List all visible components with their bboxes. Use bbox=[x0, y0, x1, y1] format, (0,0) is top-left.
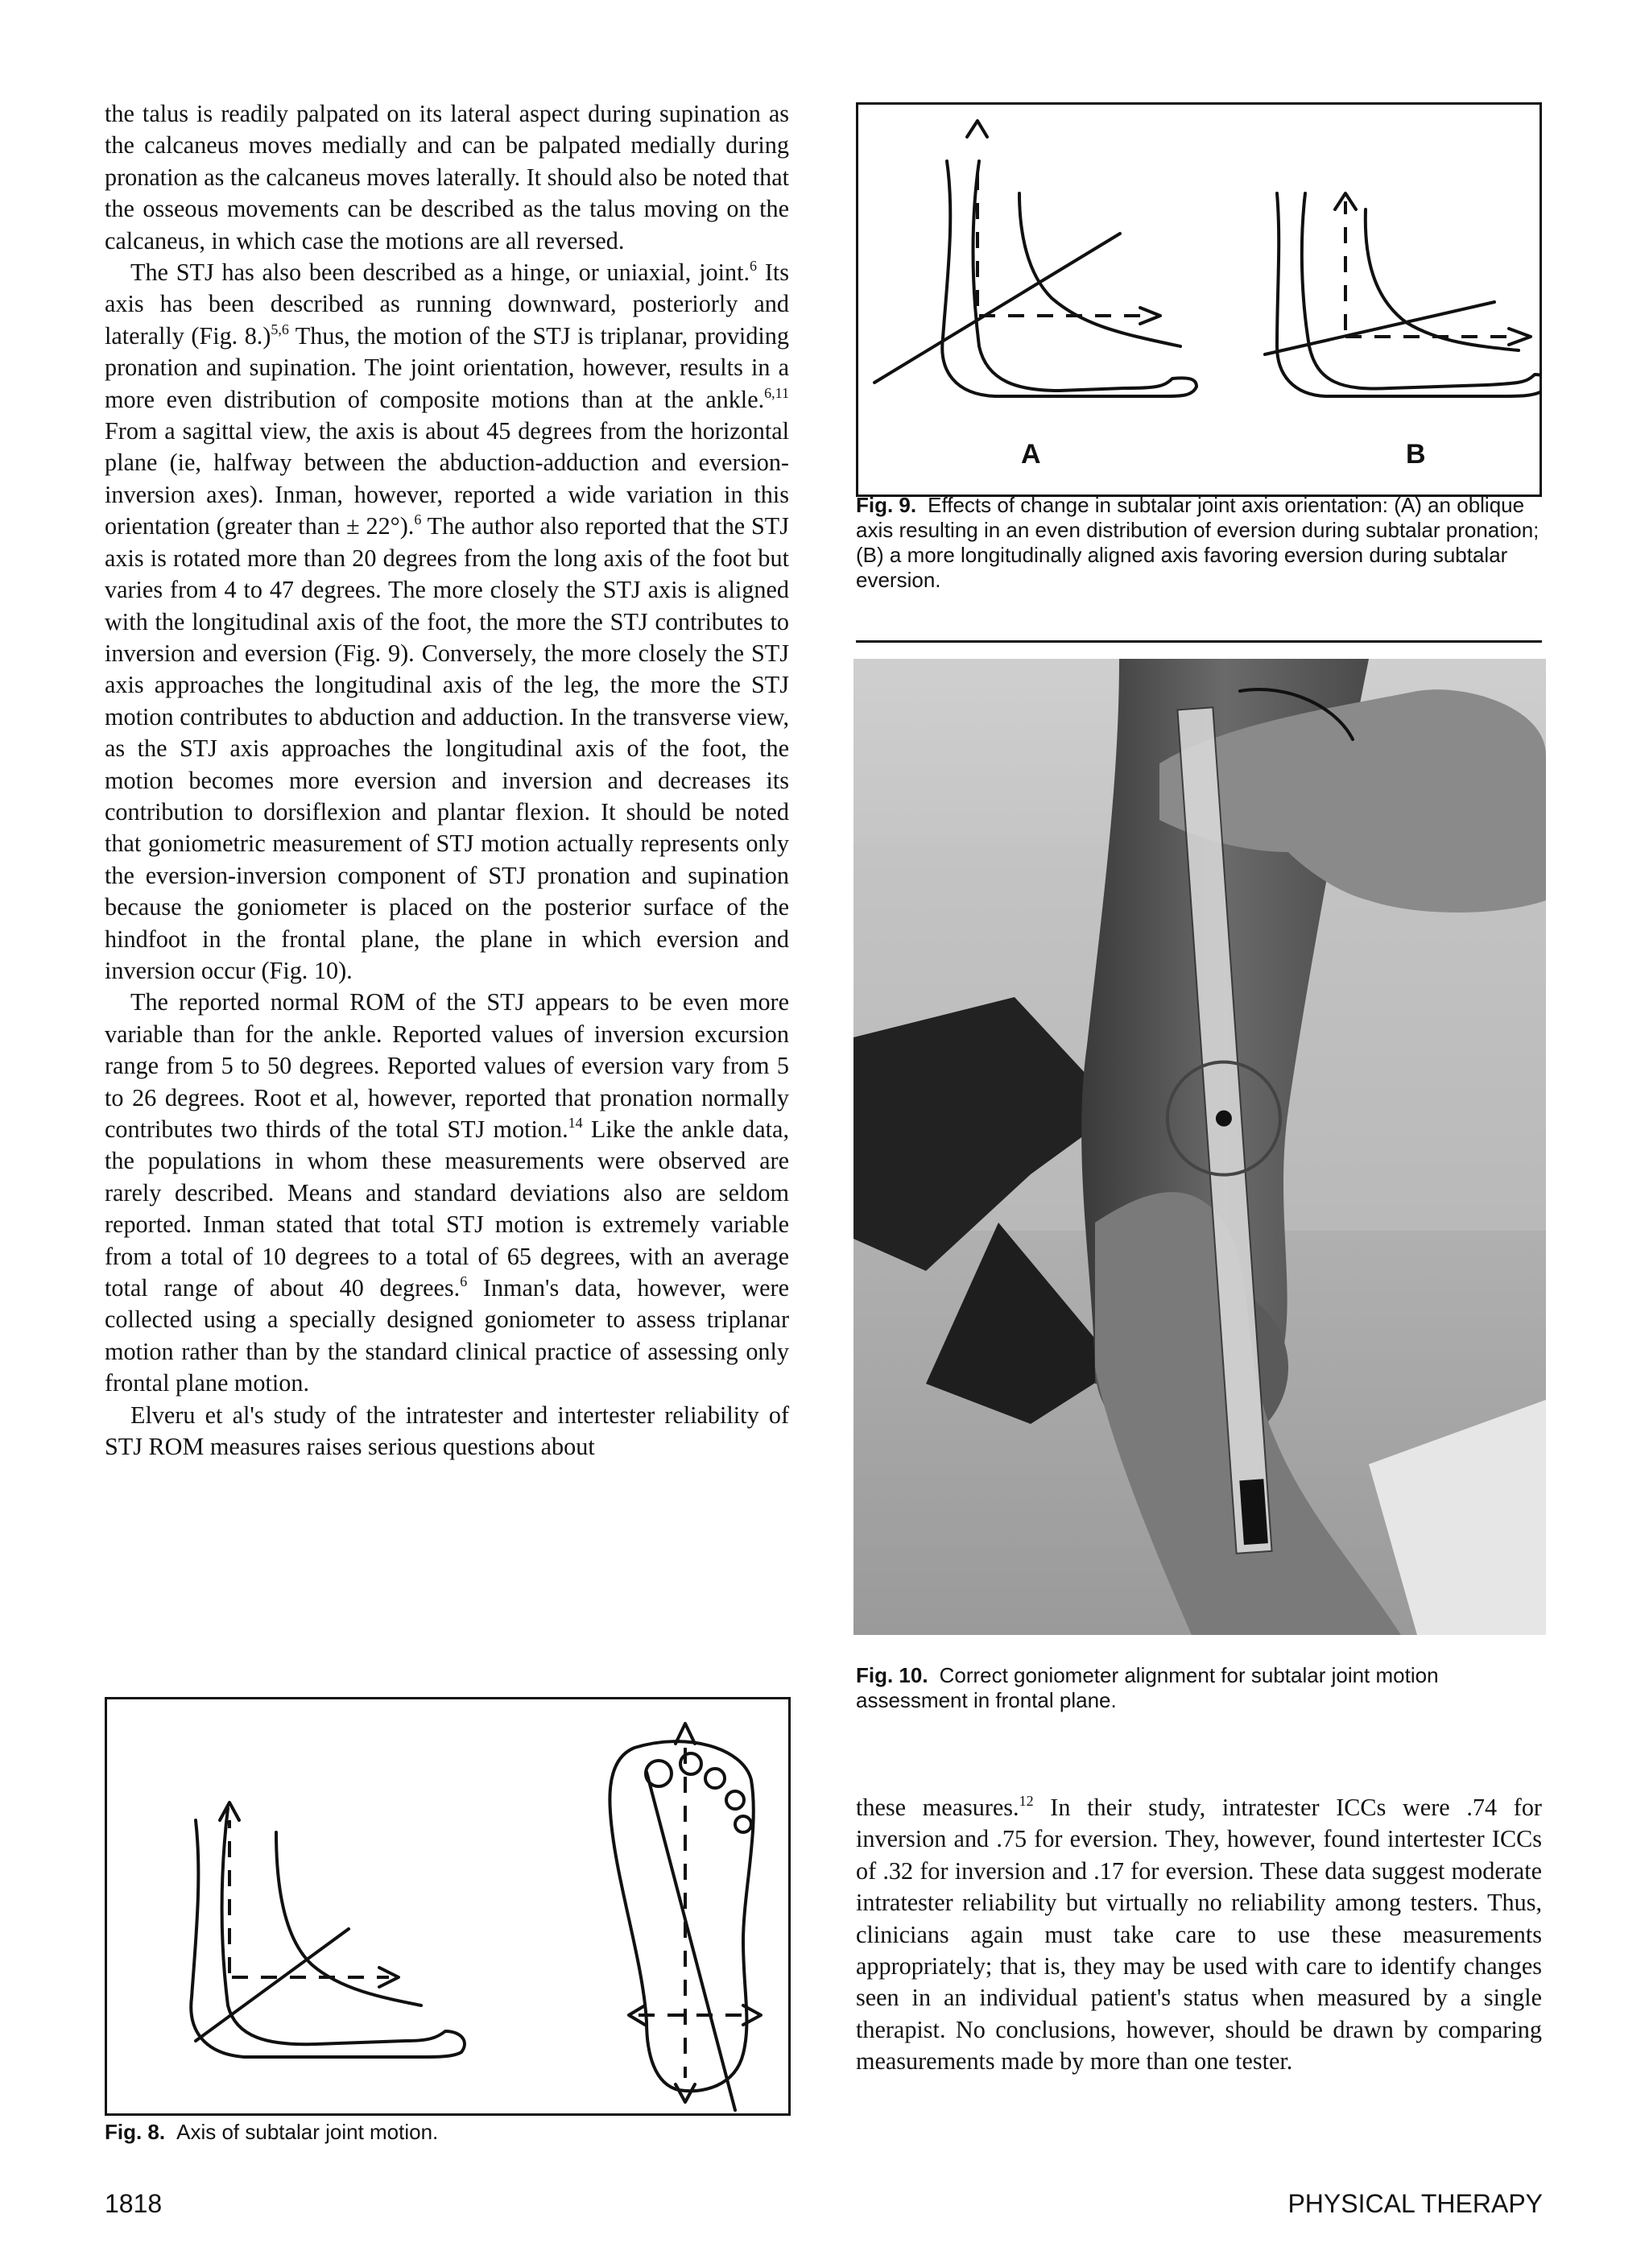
figure-9-caption bbox=[856, 493, 1542, 593]
right-column-text bbox=[856, 1792, 1542, 2078]
figure-8-panel bbox=[105, 1697, 791, 2116]
foot-b-drawing bbox=[1265, 193, 1539, 396]
left-column-paragraph: The STJ has also been described as a hinge, or uniaxial, joint.$^6$ Its axis has been described as running downward, posteriorly and laterally (Fig. 8.)$^{5,6}$ Thus, the motion of the STJ is triplanar, providing pronation and supination. The joint orientation, however, results in a more even distribution of composite motions than at the ankle.$^{6,11}$ From a sagittal view, the axis is about 45 degrees from the horizontal plane (ie, halfway between the abduction-adduction and eversion-inversion axes). Inman, however, reported a wide variation in this orientation (greater than ± 22°).$^6$ The author also reported that the STJ axis is rotated more than 20 degrees from the long axis of the foot but varies from 4 to 47 degrees. The more closely the STJ axis is aligned with the longitudinal axis of the foot, the more the STJ contributes to inversion and eversion (Fig. 9). Conversely, the more closely the STJ axis approaches the longitudinal axis of the leg, the more the STJ motion contributes to abduction and adduction. In the transverse view, as the STJ axis approaches the longitudinal axis of the foot, the motion becomes more eversion and inversion and decreases its contribution to dorsiflexion and plantar flexion. It should be noted that goniometric measurement of STJ motion actually represents only the eversion-inversion component of STJ pronation and supination because the goniometer is placed on the posterior surface of the hindfoot in the frontal plane, the plane in which eversion and inversion occur (Fig. 10). bbox=[105, 257, 790, 984]
journal-name: PHYSICAL THERAPY bbox=[1287, 2189, 1543, 2218]
section-divider bbox=[856, 640, 1542, 643]
fig9-caption-text: Effects of change in subtalar joint axis orientation: (A) an oblique axis resulting in an even distribution of eversion during subtalar pronation; (B) a more longitudinally aligned axis favoring eversion during subtalar eversion. bbox=[856, 493, 1539, 592]
figure-8-caption bbox=[105, 2120, 791, 2145]
fig10-caption-text: Correct goniometer alignment for subtalar joint motion assessment in frontal plane. bbox=[856, 1663, 1439, 1712]
fig9-label-a: A bbox=[1021, 439, 1041, 470]
fig8-side-view-foot bbox=[191, 1802, 465, 2057]
fig10-caption-number: Fig. 10. bbox=[856, 1663, 928, 1687]
left-column-paragraph: the talus is readily palpated on its lateral aspect during supination as the calcaneus moves medially and can be palpated medially during pronation as the calcaneus moves laterally. It should also be noted that the osseous movements can be described as the talus moving on the calcaneus, in which case the motions are all reversed. bbox=[105, 100, 789, 255]
fig8-plantar-view-foot bbox=[610, 1724, 761, 2110]
foot-a-drawing bbox=[874, 121, 1196, 396]
fig8-caption-number: Fig. 8. bbox=[105, 2120, 166, 2144]
figure-9-panel bbox=[856, 102, 1542, 497]
figure-9-drawing bbox=[858, 105, 1539, 495]
left-column-paragraph: The reported normal ROM of the STJ appears to be even more variable than for the ankle. Reported values of inversion excursion range from 5 to 50 degrees. Reported values of eversion vary from 5 to 26 degrees. Root et al, however, reported that pronation normally contributes two thirds of the total STJ motion.$^{14}$ Like the ankle data, the populations in whom these measurements were observed are rarely described. Means and standard deviations also are seldom reported. Inman stated that total STJ motion is extremely variable from a total of 10 degrees to a total of 65 degrees, with an average total range of about 40 degrees.$^6$ Inman's data, however, were collected using a specially designed goniometer to assess triplanar motion rather than by the standard clinical practice of assessing only frontal plane motion. bbox=[105, 988, 789, 1397]
left-column-text bbox=[105, 98, 789, 1463]
figure-10-caption bbox=[856, 1663, 1542, 1713]
right-column-paragraph: these measures.$^{12}$ In their study, intratester ICCs were .74 for inversion and .75 for eversion. They, however, found intertester ICCs of .32 for inversion and .17 for eversion. These data suggest moderate intratester reliability but virtually no reliability among testers. Thus, clinicians again must take care to use these measurements appropriately; that is, they may be used with care to identify changes seen in an individual patient's status when measured by a single therapist. No conclusions, however, should be drawn by comparing measurements made by more than one tester. bbox=[856, 1792, 1542, 2076]
fig8-caption-text: Axis of subtalar joint motion. bbox=[176, 2120, 439, 2144]
fig9-caption-number: Fig. 9. bbox=[856, 493, 917, 517]
figure-10-photo bbox=[853, 659, 1546, 1635]
left-column-paragraph: Elveru et al's study of the intratester and intertester reliability of STJ ROM measures raises serious questions about bbox=[105, 1401, 789, 1461]
figure-8-drawing bbox=[107, 1699, 788, 2113]
page-number: 1818 bbox=[105, 2189, 163, 2218]
goniometer-photo-illustration bbox=[853, 659, 1546, 1635]
fig9-label-b: B bbox=[1406, 439, 1426, 470]
